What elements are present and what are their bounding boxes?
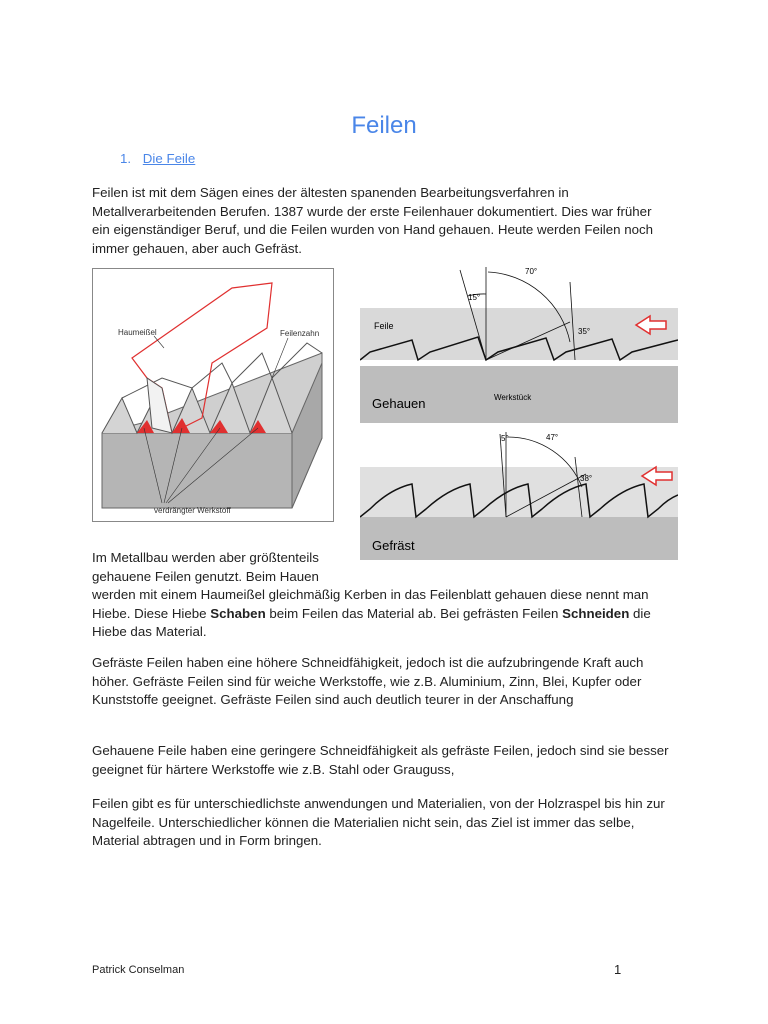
angle-15: 15°: [468, 293, 481, 302]
label-feilenzahn: Feilenzahn: [280, 329, 320, 338]
figure-hauen-illustration: [92, 268, 334, 522]
angle-70: 70°: [525, 267, 538, 276]
bold-schaben: Schaben: [210, 605, 266, 621]
footer-author: Patrick Conselman: [92, 964, 185, 976]
toc-link-die-feile[interactable]: Die Feile: [142, 151, 196, 166]
file-band: [360, 308, 678, 360]
angle-5: 5°: [501, 434, 509, 443]
label-werkstueck: Werkstück: [494, 393, 532, 402]
file-band: [360, 467, 678, 517]
angle-47: 47°: [546, 433, 559, 442]
label-feile: Feile: [374, 321, 394, 331]
paragraph-gehauene-feile: Gehauene Feile haben eine geringere Schneidfähigkeit als gefräste Feilen, jedoch sind sie besser geeignet für härtere Werkstoffe wie z.B. Stahl oder Grauguss,: [92, 743, 669, 777]
label-verdraengter-werkstoff: verdrängter Werkstoff: [154, 506, 231, 515]
paragraph-gefraeste-feilen: Gefräste Feilen haben eine höhere Schneidfähigkeit, jedoch ist die aufzubringende Kraft auch höher. Gefräste Feilen sind für weiche Werkstoffe, wie z.B. Aluminium, Zinn, Blei, Kupfer oder Kunststoffe geeignet. Gefräste Feilen sind auch deutlich teurer in der Anschaffung: [92, 655, 644, 707]
angle-38: 38°: [580, 474, 593, 483]
paragraph-metallbau: werden mit einem Haumeißel gleichmäßig Kerben in das Feilenblatt gehauen diese nennt man Hiebe. Diese Hiebe Schaben beim Feilen das Material ab. Bei gefrästen Feilen Schneiden die Hiebe das Material.: [92, 587, 651, 639]
paragraph-metallbau-start: Im Metallbau werden aber größtenteils gehauene Feilen genutzt. Beim Hauen: [92, 550, 319, 584]
paragraph-anwendungen: Feilen gibt es für unterschiedlichste anwendungen und Materialien, von der Holzraspel bis hin zur Nagelfeile. Unterschiedlicher können die Materialien nicht sein, das Ziel ist immer das selbe, Material abtragen und in Form bringen.: [92, 796, 665, 848]
footer-page-number: 1: [614, 962, 622, 977]
toc-number: 1.: [120, 151, 132, 166]
bold-schneiden: Schneiden: [562, 605, 630, 621]
intro-paragraph: Feilen ist mit dem Sägen eines der ältesten spanenden Bearbeitungsverfahren in Metallverarbeitenden Berufen. 1387 wurde der erste Feilenhauer dokumentiert. Dies war früher ein eigenständiger Beruf, und die Feilen wurden von Hand gehauen. Heute werden Feilen noch immer gehauen, aber auch Gefräst.: [92, 185, 654, 256]
figure-gehauen-diagram: [360, 262, 678, 425]
caption-gefraest: Gefräst: [372, 538, 415, 553]
page-title: Feilen: [351, 112, 417, 139]
label-haumeissel: Haumeißel: [118, 328, 157, 337]
figure-gefraest-diagram: [360, 429, 678, 560]
table-of-contents: [120, 151, 195, 166]
caption-gehauen: Gehauen: [372, 396, 426, 411]
angle-35: 35°: [578, 327, 591, 336]
